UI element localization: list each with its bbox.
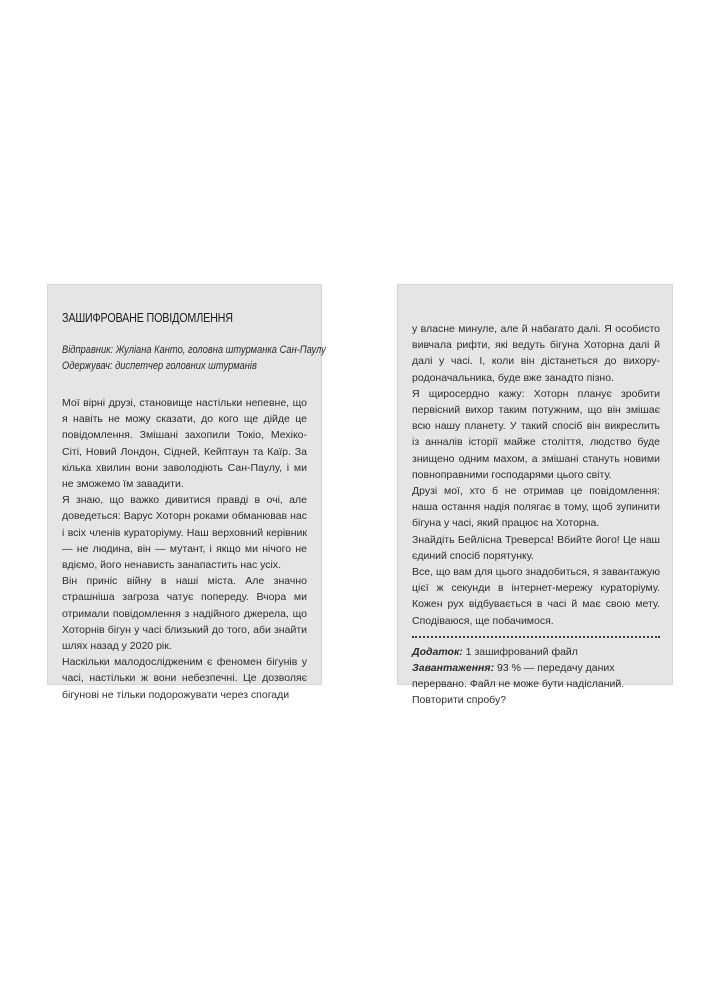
message-card-right — [398, 285, 672, 707]
message-card-left — [48, 285, 326, 701]
paragraph: Друзі мої, хто б не отримав це повідомлення: наша остання надія полягає в тому, щоб зупинити бігуна у часі, який працює на Хоторна. — [412, 485, 660, 530]
attachment-value: 1 зашифрований файл — [462, 645, 578, 658]
message-body-left — [62, 395, 307, 703]
recipient-line: Одержувач: диспетчер головних штурманів — [62, 360, 257, 372]
message-meta — [62, 342, 326, 374]
message-title: ЗАШИФРОВАНЕ ПОВІДОМЛЕННЯ — [62, 311, 233, 325]
message-body-right — [412, 321, 660, 629]
upload-line — [412, 660, 660, 709]
paragraph: Наскільки малодослідженим є феномен бігунів у часі, настільки ж вони небезпечні. Це дозволяє бігунові не тільки подорожувати через спогади — [62, 656, 307, 701]
paragraph: Він приніс війну в наші міста. Але значно страшніша загроза чатує попереду. Вчора ми отримали повідомлення з надійного джерела, що Хоторнів бігун у часі близький до того, аби знайти шлях назад у 2020 рік. — [62, 575, 307, 653]
paragraph: Все, що вам для цього знадобиться, я завантажую цієї ж секунди в інтернет-мережу кураторіуму. Кожен рух відбувається в часі й має свою мету. Сподіваюся, ще побачимося. — [412, 566, 660, 627]
attachment-line — [412, 644, 660, 660]
paragraph: у власне минуле, але й набагато далі. Я особисто вивчала рифти, які ведуть бігуна Хоторна далі й далі у часі. І, коли він дістанеться до вихору-родоначальника, буде вже занадто пізно. — [412, 323, 660, 384]
attachment-label: Додаток: — [412, 645, 463, 658]
paragraph: Я щиросердно кажу: Хоторн планує зробити первісний вихор таким потужним, що він змішає всю нашу планету. У такий спосіб він викреслить із анналів історії майже століття, людство буде знищено одним махом, а змішані стануть новими повноправними господарями цього світу. — [412, 387, 660, 481]
attachment-info — [412, 644, 660, 709]
paragraph: Знайдіть Бейлісна Треверса! Вбийте його! Це наш єдиний спосіб порятунку. — [412, 533, 660, 562]
upload-value: 93 % — передачу даних перервано. Файл не може бути надісланий. Повторити спробу? — [412, 662, 625, 707]
sender-line: Відправник: Жуліана Канто, головна штурманка Сан-Паулу — [62, 344, 326, 356]
paragraph: Я знаю, що важко дивитися правді в очі, але доведеться: Варус Хоторн роками обманював нас і всіх членів кураторіуму. Наш верховний керівник — не людина, він — мутант, і якщо ми нічого не вдіємо, його ненависть занапастить нас усіх. — [62, 494, 307, 572]
paragraph: Мої вірні друзі, становище настільки непевне, що я навіть не можу сказати, до кого ще дійде це повідомлення. Змішані захопили Токіо, Мехіко-Сіті, Новий Лондон, Сідней, Кейптаун та Каїр. За кілька хвилин вони заволодіють Сан-Паулу, і ми не зможемо їм завадити. — [62, 397, 307, 491]
upload-label: Завантаження: — [412, 662, 495, 675]
dotted-divider — [412, 636, 660, 638]
